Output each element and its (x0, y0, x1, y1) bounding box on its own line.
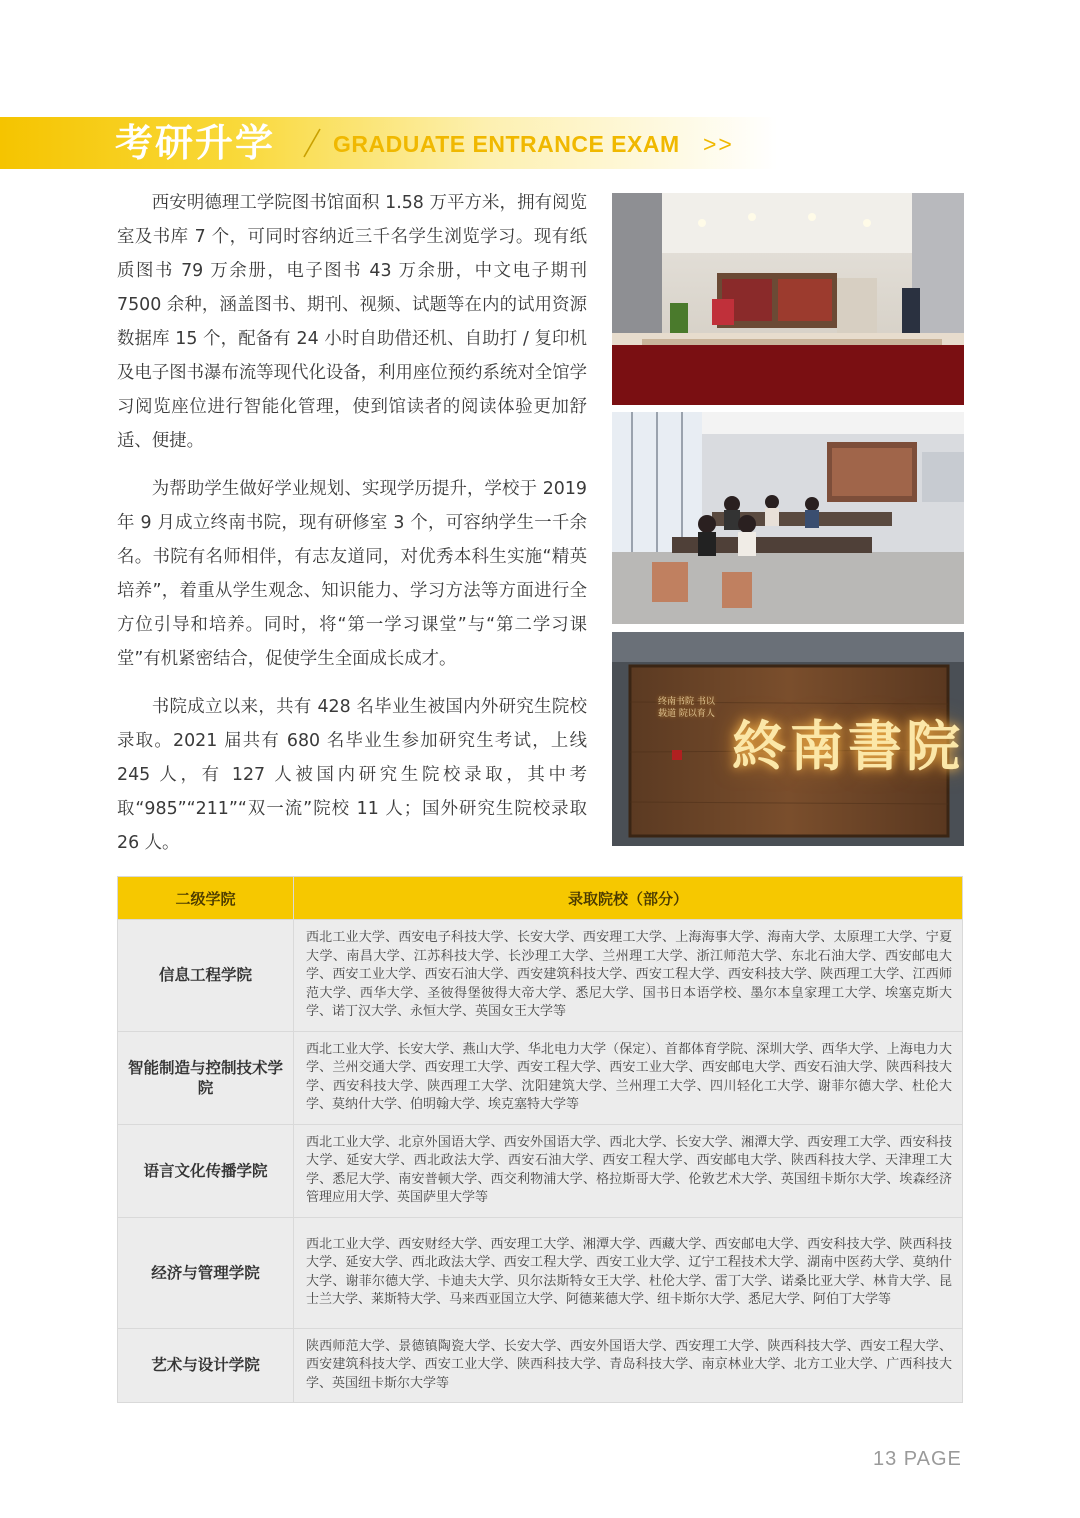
header-schools: 录取院校（部分） (294, 877, 963, 920)
admitted-schools: 陕西师范大学、景德镇陶瓷大学、长安大学、西安外国语大学、西安理工大学、陕西科技大学、西安工程大学、西安建筑科技大学、西安工业大学、陕西科技大学、青岛科技大学、南京林业大学、北方工业大学、广西科技大学、英国纽卡斯尔大学等 (294, 1328, 963, 1403)
plaque-inscription: 终南书院 书以载道 院以育人 (658, 697, 715, 719)
slash-divider-icon (300, 127, 324, 159)
section-title: 考研升学 (115, 121, 276, 165)
zhongnan-academy-plaque-photo (612, 632, 964, 846)
paragraph-library: 西安明德理工学院图书馆面积 1.58 万平方米，拥有阅览室及书库 7 个，可同时容纳近三千名学生浏览学习。现有纸质图书 79 万余册，电子图书 43 万余册，中文电子期刊 7500 余种，涵盖图书、期刊、视频、试题等在内的试用资源数据库 15 个，配备有 24 小时自助借还机、自助打 / 复印机及电子图书瀑布流等现代化设备，利用座位预约系统对全馆学习阅览座位进行智能化管理，使到馆读者的阅读体验更加舒适、便捷。 (117, 193, 587, 451)
paragraph-academy: 为帮助学生做好学业规划、实现学历提升，学校于 2019 年 9 月成立终南书院，现有研修室 3 个，可容纳学生一千余名。书院有名师相伴，有志友道同，对优秀本科生实施“精英培养”，着重从学生观念、知识能力、学习方法等方面进行全方位引导和培养。同时，将“第一学习课堂”与“第二学习课堂”有机紧密结合，促使学生全面成长成才。 (117, 479, 587, 669)
department-name: 语言文化传播学院 (118, 1124, 294, 1217)
admitted-schools: 西北工业大学、长安大学、燕山大学、华北电力大学（保定）、首都体育学院、深圳大学、西华大学、上海电力大学、兰州交通大学、西安理工大学、西安工程大学、西安工业大学、西安邮电大学、西安石油大学、陕西科技大学、西安科技大学、陕西理工大学、沈阳建筑大学、兰州理工大学、四川轻化工大学、谢菲尔德大学、杜伦大学、莫纳什大学、伯明翰大学、埃克塞特大学等 (294, 1031, 963, 1124)
page-number: 13 PAGE (873, 1448, 962, 1470)
paragraph-results: 书院成立以来，共有 428 名毕业生被国内外研究生院校录取。2021 届共有 680 名毕业生参加研究生考试，上线 245 人，有 127 人被国内研究生院校录取，其中考取“985”“211”“双一流”院校 11 人；国外研究生院校录取 26 人。 (117, 697, 587, 853)
admitted-schools: 西北工业大学、北京外国语大学、西安外国语大学、西北大学、长安大学、湘潭大学、西安理工大学、西安科技大学、延安大学、西北政法大学、西安石油大学、西安工程大学、西安邮电大学、陕西科技大学、天津理工大学、悉尼大学、南安普顿大学、西交利物浦大学、格拉斯哥大学、伦敦艺术大学、英国纽卡斯尔大学、埃森经济管理应用大学、英国萨里大学等 (294, 1124, 963, 1217)
admitted-schools: 西北工业大学、西安财经大学、西安理工大学、湘潭大学、西藏大学、西安邮电大学、西安科技大学、陕西科技大学、延安大学、西北政法大学、西安工程大学、西安工业大学、辽宁工程技术大学、湖南中医药大学、莫纳什大学、谢菲尔德大学、卡迪夫大学、贝尔法斯特女王大学、杜伦大学、雷丁大学、诺桑比亚大学、林肯大学、昆士兰大学、莱斯特大学、马来西亚国立大学、阿德莱德大学、纽卡斯尔大学、悉尼大学、阿伯丁大学等 (294, 1217, 963, 1328)
header-department: 二级学院 (118, 877, 294, 920)
intro-text (117, 186, 587, 874)
admitted-schools: 西北工业大学、西安电子科技大学、长安大学、西安理工大学、上海海事大学、海南大学、太原理工大学、宁夏大学、南昌大学、江苏科技大学、长沙理工大学、兰州理工大学、浙江师范大学、东北石油大学、西安邮电大学、西安工业大学、西安石油大学、西安建筑科技大学、西安工程大学、西安科技大学、陕西理工大学、江西师范大学、西华大学、圣彼得堡彼得大帝大学、悉尼大学、国书日本语学校、墨尔本皇家理工大学、埃塞克斯大学、诺丁汉大学、永恒大学、英国女王大学等 (294, 920, 963, 1032)
chevron-right-icon: >> (703, 131, 734, 157)
table-row (118, 1217, 963, 1328)
table-row (118, 1328, 963, 1403)
plaque-calligraphy: 終南書院 (732, 714, 964, 778)
admissions-table (117, 876, 963, 1403)
library-lobby-photo (612, 193, 964, 405)
department-name: 信息工程学院 (118, 920, 294, 1032)
department-name: 智能制造与控制技术学院 (118, 1031, 294, 1124)
reading-room-photo (612, 412, 964, 624)
table-row (118, 1124, 963, 1217)
table-header-row (118, 877, 963, 920)
department-name: 经济与管理学院 (118, 1217, 294, 1328)
section-subtitle: GRADUATE ENTRANCE EXAM (333, 131, 680, 157)
department-name: 艺术与设计学院 (118, 1328, 294, 1403)
table-row (118, 1031, 963, 1124)
table-row (118, 920, 963, 1032)
